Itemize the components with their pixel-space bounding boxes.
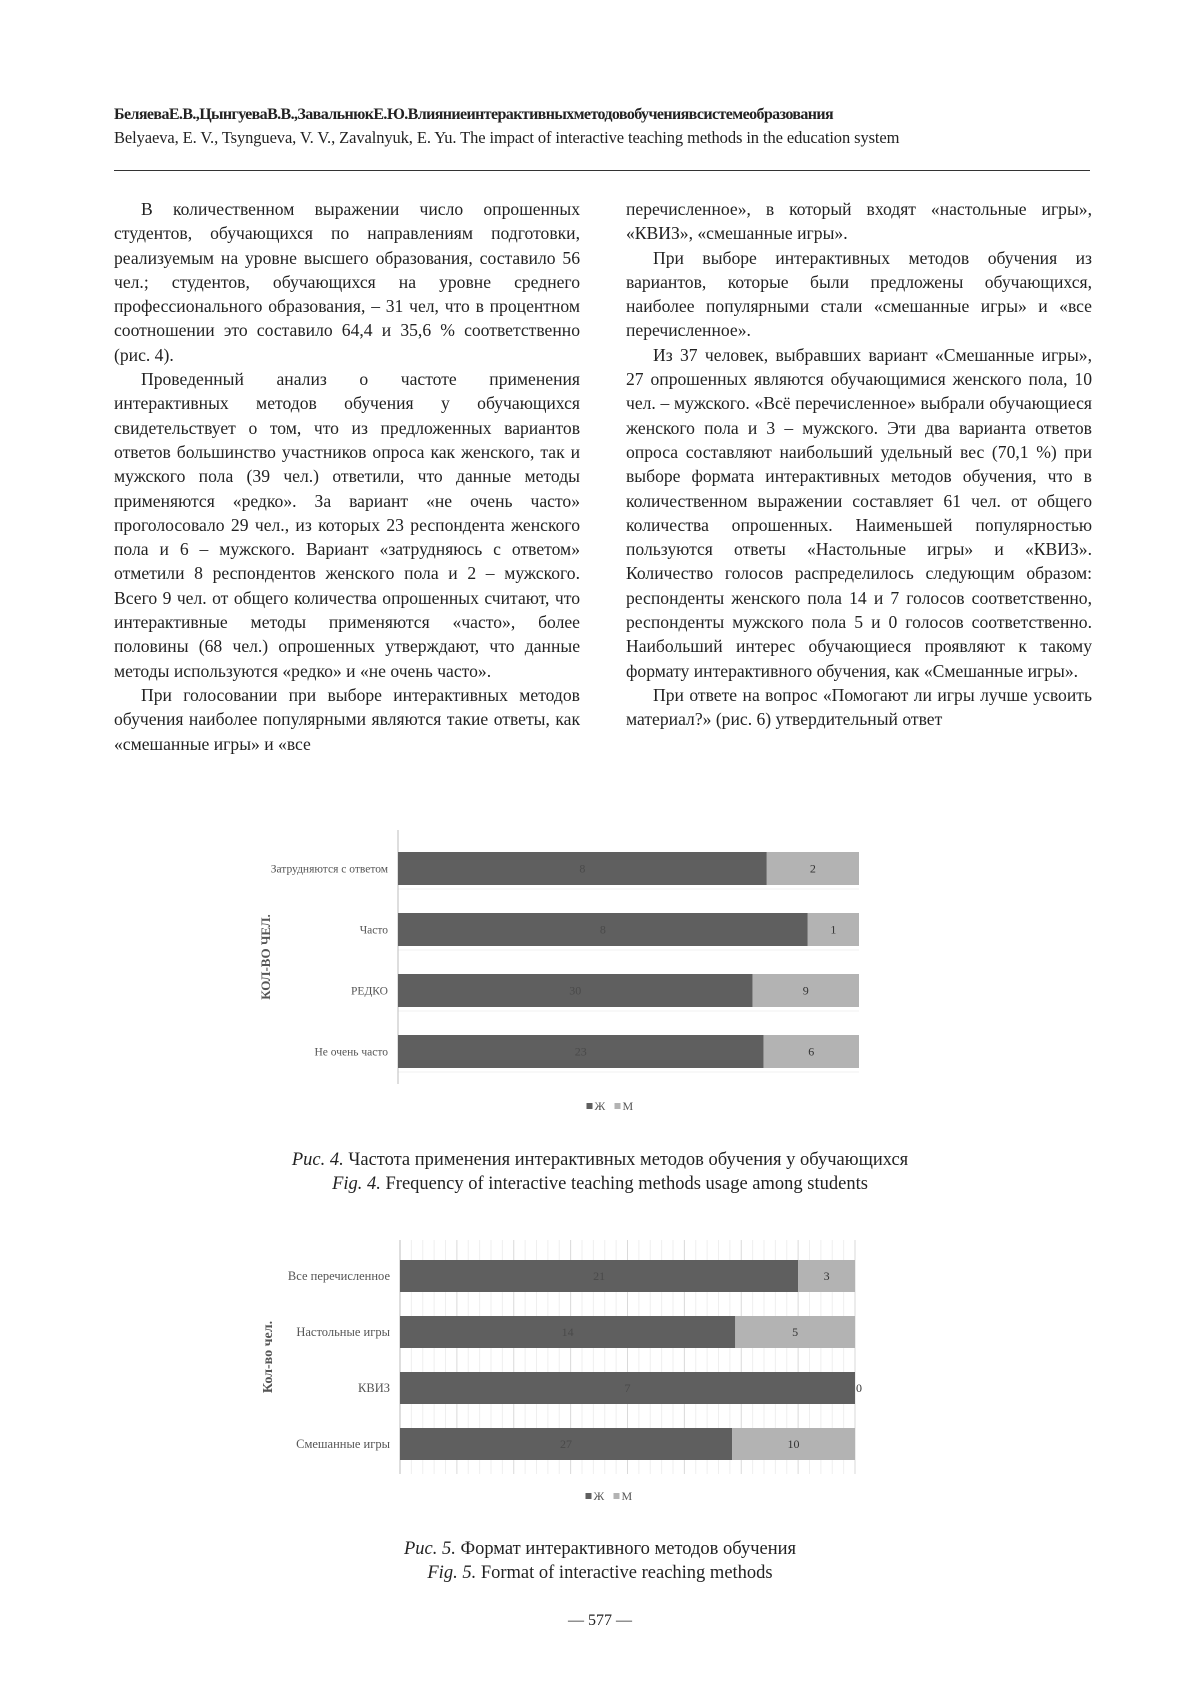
figure-4-caption-en: Fig. 4. Frequency of interactive teaching methods usage among students [332, 1174, 868, 1194]
paragraph: При голосовании при выборе интерактивных методов обучения наиболее популярными являются такие ответы, как «смешанные игры» и «все [114, 684, 580, 754]
paragraph: При ответе на вопрос «Помогают ли игры лучше усвоить материал?» (рис. 6) утвердительный ответ [626, 684, 1092, 730]
header-authors-ru: БеляеваЕ.В.,ЦынгуеваВ.В.,ЗавальнюкЕ.Ю.Влияниеинтерактивныхметодовобучениявсистемеобразования [114, 106, 834, 123]
chart-5-svg [250, 1230, 970, 1520]
paragraph: При выборе интерактивных методов обучения из вариантов, которые были предложены обучающихся, наиболее популярными стали «смешанные игры» и «все перечисленное». [626, 247, 1092, 341]
category-label: РЕДКО [351, 985, 388, 998]
data-label-female: 8 [579, 861, 586, 876]
running-header [114, 104, 1090, 150]
data-label-female: 30 [569, 983, 582, 998]
data-label-female: 8 [599, 922, 606, 937]
paragraph: В количественном выражении число опрошенных студентов, обучающихся по направлениям подготовки, реализуемым на уровне высшего образования, составило 56 чел.; студентов, обучающихся на уровне среднего профессионального образования, – 31 чел, что в процентном соотношении это составило 64,4 и 35,6 % соответственно (рис. 4). [114, 199, 580, 365]
data-label-female: 23 [574, 1044, 587, 1059]
figure-4-caption [0, 1148, 1200, 1196]
data-label-male: 2 [809, 861, 816, 876]
legend-swatch-female [587, 1103, 593, 1109]
category-label: Затрудняются с ответом [270, 863, 388, 876]
figure-5-caption-en: Fig. 5. Format of interactive reaching methods [427, 1563, 773, 1583]
legend-swatch-male [614, 1493, 620, 1499]
figure-4-chart [240, 830, 960, 1140]
data-label-female: 7 [624, 1381, 631, 1395]
category-label: Настольные игры [296, 1325, 390, 1339]
y-axis-title: КОЛ-ВО ЧЕЛ. [258, 914, 273, 1000]
category-label: Часто [359, 924, 388, 937]
figure-5-caption [0, 1537, 1200, 1585]
figure-5-chart [250, 1230, 970, 1520]
paragraph: Проведенный анализ о частоте применения интерактивных методов обучения у обучающихся свидетельствует о том, что из предложенных вариантов ответов большинство участников опроса как женского, так и мужского пола (39 чел.) ответили, что данные методы применяются «редко». За вариант «не очень часто» проголосовало 29 чел., из которых 23 респондента женского пола и 6 – мужского. Вариант «затрудняюсь с ответом» отметили 8 респондентов женского пола и 2 – мужского. Всего 9 чел. от общего количества опрошенных считают, что интерактивные методы применяются «часто», более половины (68 чел.) опрошенных утверждают, что данные методы используются «редко» и «не очень часто». [114, 369, 580, 681]
paragraph: перечисленное», в который входят «настольные игры», «КВИЗ», «смешанные игры». [626, 199, 1092, 244]
y-axis-title: Кол-во чел. [261, 1320, 276, 1394]
data-label-male: 3 [823, 1269, 830, 1283]
data-label-female: 27 [560, 1437, 573, 1451]
legend-label-male: М [621, 1489, 633, 1503]
category-label: Смешанные игры [296, 1437, 390, 1451]
data-label-male: 1 [830, 922, 837, 937]
data-label-male: 10 [787, 1437, 800, 1451]
chart-4-svg [240, 830, 960, 1140]
header-divider [114, 170, 1090, 171]
text-column-right [626, 197, 1092, 732]
data-label-male: 9 [802, 983, 809, 998]
legend-label-female: Ж [594, 1099, 606, 1113]
legend-swatch-male [615, 1103, 621, 1109]
category-label: Все перечисленное [287, 1269, 390, 1283]
legend-swatch-female [586, 1493, 592, 1499]
data-label-male: 5 [792, 1325, 799, 1339]
data-label-female: 21 [593, 1269, 606, 1283]
legend-label-male: М [622, 1099, 634, 1113]
text-column-left [114, 197, 580, 756]
figure-5-caption-ru: Рис. 5. Формат интерактивного методов обучения [403, 1539, 797, 1559]
legend-label-female: Ж [593, 1489, 605, 1503]
category-label: КВИЗ [358, 1381, 390, 1395]
data-label-male: 0 [856, 1381, 862, 1395]
page-number: — 577 — [568, 1612, 632, 1629]
header-authors-en: Belyaeva, E. V., Tsyngueva, V. V., Zavalnyuk, E. Yu. The impact of interactive teaching methods in the education system [114, 128, 900, 147]
paragraph: Из 37 человек, выбравших вариант «Смешанные игры», 27 опрошенных являются обучающимися женского пола, 10 чел. – мужского. «Всё перечисленное» выбрали обучающиеся женского пола и 3 – мужского. Эти два варианта ответов опроса составляют наибольший удельный вес (70,1 %) при выборе формата интерактивных методов обучения, что в количественном выражении составляет 61 чел. от общего количества опрошенных. Наименьшей популярностью пользуются ответы «Настольные игры» и «КВИЗ». Количество голосов распределилось следующим образом: респонденты женского пола 14 и 7 голосов соответственно, респонденты мужского пола 5 и 0 голосов соответственно. Наибольший интерес обучающиеся проявляют к такому формату интерактивного обучения, как «Смешанные игры». [626, 344, 1092, 681]
data-label-male: 6 [808, 1044, 815, 1059]
figure-4-caption-ru: Рис. 4. Частота применения интерактивных методов обучения у обучающихся [291, 1150, 909, 1170]
category-label: Не очень часто [314, 1046, 388, 1059]
data-label-female: 14 [561, 1325, 574, 1339]
